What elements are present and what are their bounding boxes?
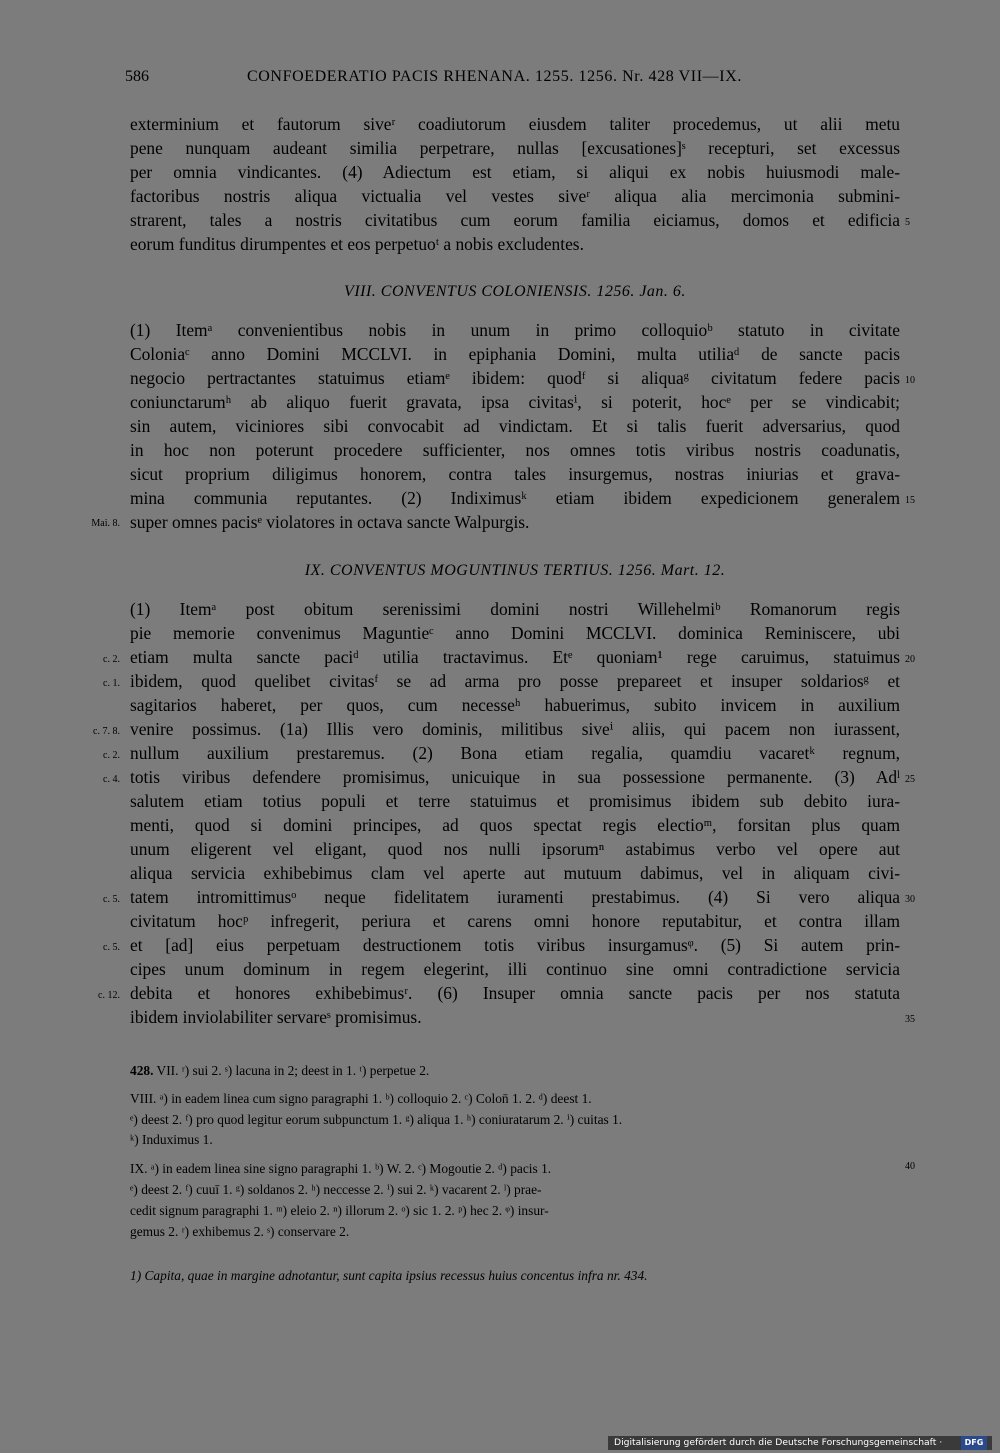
text-line: (1) Itemᵃ convenientibus nobis in unum in primo colloquioᵇ statuto in civitate (130, 320, 900, 340)
line-number: 35 (905, 1014, 915, 1025)
line-number: 5 (905, 217, 910, 228)
text-line: coniunctarumʰ ab aliquo fuerit gravata, ipsa civitasⁱ, si poterit, hocᵉ per se vindicabit; (130, 392, 900, 412)
margin-note: c. 12. (98, 990, 120, 1001)
margin-note: c. 5. (103, 942, 120, 953)
text-line: pene nunquam audeant similia perpetrare, nullas [excusationes]ˢ recepturi, set excessus (130, 138, 900, 158)
text-line: per omnia vindicantes. (4) Adiectum est etiam, si aliqui ex nobis huiusmodi male- (130, 162, 900, 182)
running-header (125, 68, 900, 90)
text-line: cipes unum dominum in regem elegerint, illi continuo sine omni contradictione servicia (130, 959, 900, 979)
text-line: pie memorie convenimus Maguntieᶜ anno Domini MCCLVI. dominica Reminiscere, ubi (130, 623, 900, 643)
footnote-line: gemus 2. ʳ) exhibemus 2. ˢ) conservare 2. (130, 1224, 350, 1239)
text-line: strarent, tales a nostris civitatibus cum eorum familia eiciamus, domos et edificia (130, 210, 900, 230)
text-line: menti, quod si domini principes, ad quos spectat regis electioᵐ, forsitan plus quam (130, 815, 900, 835)
text-line: super omnes pacisᵉ violatores in octava sancte Walpurgis. (130, 512, 530, 532)
section-title: VIII. CONVENTUS COLONIENSIS. 1256. Jan. 6. (344, 283, 686, 300)
text-line: Coloniaᶜ anno Domini MCCLVI. in epiphania Domini, multa utiliaᵈ de sancte pacis (130, 344, 900, 364)
line-number: 15 (905, 495, 915, 506)
page-number: 586 (125, 68, 149, 85)
text-line: salutem etiam totius populi et terre statuimus et promisimus ibidem sub debito iura- (130, 791, 900, 811)
margin-note: c. 1. (103, 678, 120, 689)
footnote-line (130, 1060, 900, 1081)
footnote-line: ᵉ) deest 2. ᶠ) cuuī 1. ᵍ) soldanos 2. ʰ) neccesse 2. ⁱ) sui 2. ᵏ) vacarent 2. ˡ) prae- (130, 1182, 542, 1197)
text-line: debita et honores exhibebimusʳ. (6) Insuper omnia sancte pacis per nos statuta (130, 983, 900, 1003)
margin-note: c. 7. 8. (93, 726, 120, 737)
line-number: 40 (905, 1161, 915, 1172)
text-line: aliqua servicia exhibebimus clam vel aperte aut mutuum dabimus, vel in aliquam civi- (130, 863, 900, 883)
text-line: totis viribus defendere promisimus, unicuique in sua possessione permanente. (3) Adˡ (130, 767, 900, 787)
text-line: sicut proprium diligimus honorem, contra tales insurgemus, nostras iniurias et grava- (130, 464, 900, 484)
document-number: 428. (130, 1063, 154, 1078)
text-line: ibidem, quod quelibet civitasᶠ se ad arma pro posse prepareet et insuper soldariosᵍ et (130, 671, 900, 691)
text-line: et [ad] eius perpetuam destructionem totis viribus insurgamusᵠ. (5) Si autem prin- (130, 935, 900, 955)
text-line: etiam multa sancte paciᵈ utilia tractavimus. Etᵉ quoniam¹ rege caruimus, statuimus (130, 647, 900, 667)
text-line: tatem intromittimusᵒ neque fidelitatem iuramenti prestabimus. (4) Si vero aliqua (130, 887, 900, 907)
footnote-line: ᵏ) Induximus 1. (130, 1132, 213, 1147)
text-line: exterminium et fautorum siveʳ coadiutorum eiusdem taliter procedemus, ut alii metu (130, 114, 900, 134)
dfg-logo: DFG (961, 1436, 987, 1450)
text-line: sagitarios haberet, per quos, cum necesseʰ habuerimus, subito invicem in auxilium (130, 695, 900, 715)
text-line: eorum funditus dirumpentes et eos perpetuoᵗ a nobis excludentes. (130, 234, 584, 254)
margin-note: c. 5. (103, 894, 120, 905)
text-line: in hoc non poterunt procedere sufficienter, nos omnes totis viribus nostris coadunatis, (130, 440, 900, 460)
margin-note: c. 4. (103, 774, 120, 785)
section-title: IX. CONVENTUS MOGUNTINUS TERTIUS. 1256. Mart. 12. (304, 562, 726, 579)
footnote-line: 1) Capita, quae in margine adnotantur, sunt capita ipsius recessus huius concentus infra nr. 434. (130, 1268, 648, 1283)
text-line: venire possimus. (1a) Illis vero dominis, militibus siveⁱ aliis, qui pacem non iurassent, (130, 719, 900, 739)
running-title: CONFOEDERATIO PACIS RHENANA. 1255. 1256. Nr. 428 VII—IX. (247, 68, 742, 85)
footnote-line: cedit signum paragraphi 1. ᵐ) eleio 2. ⁿ) illorum 2. ᵒ) sic 1. 2. ᵖ) hec 2. ᵠ) insur- (130, 1203, 549, 1218)
footnote-line: ᵉ) deest 2. ᶠ) pro quod legitur eorum subpunctum 1. ᵍ) aliqua 1. ʰ) coniuratarum 2. ⁱ) cuitas 1. (130, 1112, 623, 1127)
text-line: civitatum hocᵖ infregerit, periura et carens omni honore reputabitur, et contra illam (130, 911, 900, 931)
line-number: 30 (905, 894, 915, 905)
text-line: negocio pertractantes statuimus etiamᵉ ibidem: quodᶠ si aliquaᵍ civitatum federe pacis (130, 368, 900, 388)
text-line: mina communia reputantes. (2) Indiximusᵏ etiam ibidem expedicionem generalem (130, 488, 900, 508)
footnote-line: VIII. ᵃ) in eadem linea cum signo paragraphi 1. ᵇ) colloquio 2. ᶜ) Colon̄ 1. 2. ᵈ) deest 1. (130, 1091, 592, 1106)
line-number: 20 (905, 654, 915, 665)
line-number: 25 (905, 774, 915, 785)
footnote-text: VII. ʳ) sui 2. ˢ) lacuna in 2; deest in 1. ᵗ) perpetue 2. (153, 1063, 430, 1078)
text-line: nullum auxilium prestaremus. (2) Bona etiam regalia, quamdiu vacaretᵏ regnum, (130, 743, 900, 763)
text-line: ibidem inviolabiliter servareˢ promisimus. (130, 1007, 422, 1027)
line-number: 10 (905, 375, 915, 386)
digitization-credit: Digitalisierung gefördert durch die Deutsche Forschungsgemeinschaft · (608, 1436, 992, 1450)
text-line: factoribus nostris aliqua victualia vel vestes siveʳ aliqua alia mercimonia submini- (130, 186, 900, 206)
margin-note: c. 2. (103, 654, 120, 665)
footnote-line: IX. ᵃ) in eadem linea sine signo paragraphi 1. ᵇ) W. 2. ᶜ) Mogoutie 2. ᵈ) pacis 1. (130, 1161, 552, 1176)
text-line: unum eligerent vel eligant, quod nos nulli ipsorumⁿ astabimus verbo vel opere aut (130, 839, 900, 859)
text-line: sin autem, viciniores sibi convocabit ad vindictam. Et si talis fuerit adversarius, quod (130, 416, 900, 436)
text-line: (1) Itemᵃ post obitum serenissimi domini nostri Willehelmiᵇ Romanorum regis (130, 599, 900, 619)
margin-note: c. 2. (103, 750, 120, 761)
margin-note: Mai. 8. (91, 518, 120, 529)
